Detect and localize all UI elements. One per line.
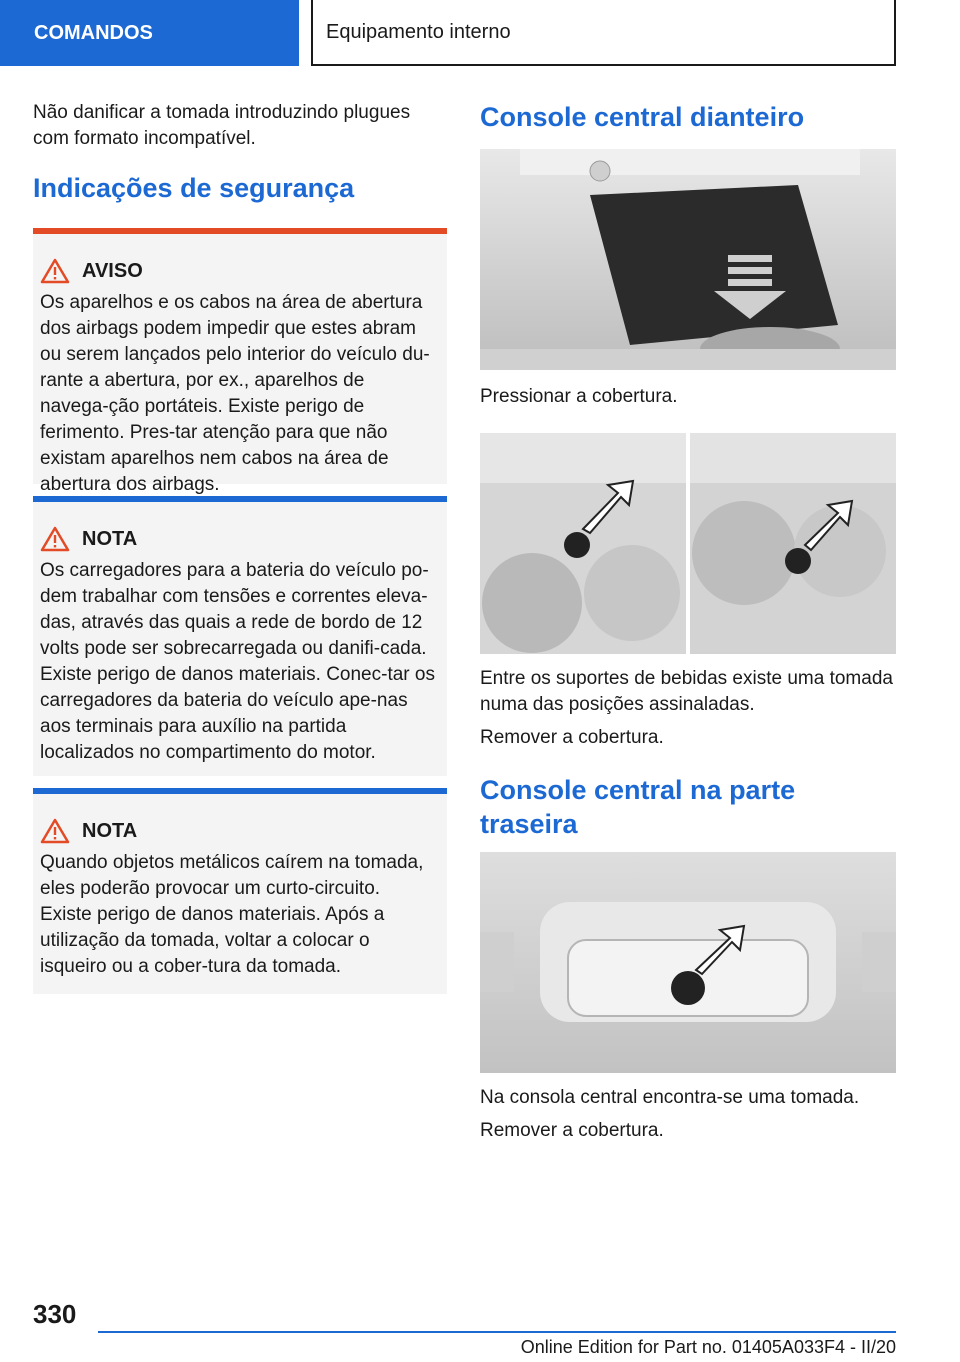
chapter-title-box xyxy=(311,0,896,66)
front-console-cover-photo xyxy=(480,149,896,370)
safety-heading: Indicações de segurança xyxy=(33,173,355,203)
edition-note: Online Edition for Part no. 01405A033F4 - II/20 xyxy=(520,1337,896,1357)
left-column xyxy=(33,100,447,994)
cup-holder-socket-photo xyxy=(480,433,896,654)
section-label: COMANDOS xyxy=(34,21,153,44)
notice-aviso xyxy=(33,228,447,495)
notice-title: AVISO xyxy=(82,259,143,282)
front-caption-press-cover: Pressionar a cobertura. xyxy=(480,386,678,407)
warning-triangle-icon xyxy=(40,258,70,284)
front-caption-remove-cover: Remover a cobertura. xyxy=(480,727,664,748)
front-caption-socket-location: Entre os suportes de bebidas existe uma tomada numa das posições assinaladas. xyxy=(480,668,893,715)
notice-nota-chargers xyxy=(33,496,447,776)
rear-caption-remove-cover: Remover a cobertura. xyxy=(480,1120,664,1141)
section-tab xyxy=(0,0,299,66)
warning-triangle-icon xyxy=(40,818,70,844)
front-console-heading: Console central dianteiro xyxy=(480,102,805,132)
warning-triangle-icon xyxy=(40,526,70,552)
notice-nota-metal xyxy=(33,788,447,994)
rear-caption-socket: Na consola central encontra-se uma tomada. xyxy=(480,1087,860,1108)
notice-text: Quando objetos metálicos caírem na tomada, eles poderão provocar um curto-circuito. Existe perigo de danos materiais. Após a utilização da tomada, voltar a colocar o isqueiro ou a cober-tura da tomada. xyxy=(40,852,424,977)
notice-text: Os aparelhos e os cabos na área de abertura dos airbags podem impedir que estes abram ou serem lançados pelo interior do veículo du-rante a abertura, por ex., aparelhos de navega-ção portáteis. Existe perigo de ferimento. Pres-tar atenção para que não existam aparelhos nem cabos na área de abertura dos airbags. xyxy=(40,292,430,495)
rear-console-socket-photo xyxy=(480,852,896,1073)
footer-divider xyxy=(98,1331,896,1333)
notice-text: Os carregadores para a bateria do veículo po-dem trabalhar com tensões e correntes eleva-das, através das quais a rede de bordo de 12 volts pode ser sobrecarregada ou danifi-cada. Existe perigo de danos materiais. Conec-tar os carregadores da bateria do veículo ape-nas aos terminais para auxílio na partida localizados no compartimento do motor. xyxy=(40,560,435,763)
chapter-title: Equipamento interno xyxy=(326,20,511,43)
rear-console-heading: Console central na parte traseira xyxy=(480,775,796,839)
notice-title: NOTA xyxy=(82,527,138,550)
notice-title: NOTA xyxy=(82,819,138,842)
right-column xyxy=(480,100,896,1144)
page-number: 330 xyxy=(33,1299,77,1329)
intro-text: Não danificar a tomada introduzindo plugues com formato incompatível. xyxy=(33,102,411,149)
